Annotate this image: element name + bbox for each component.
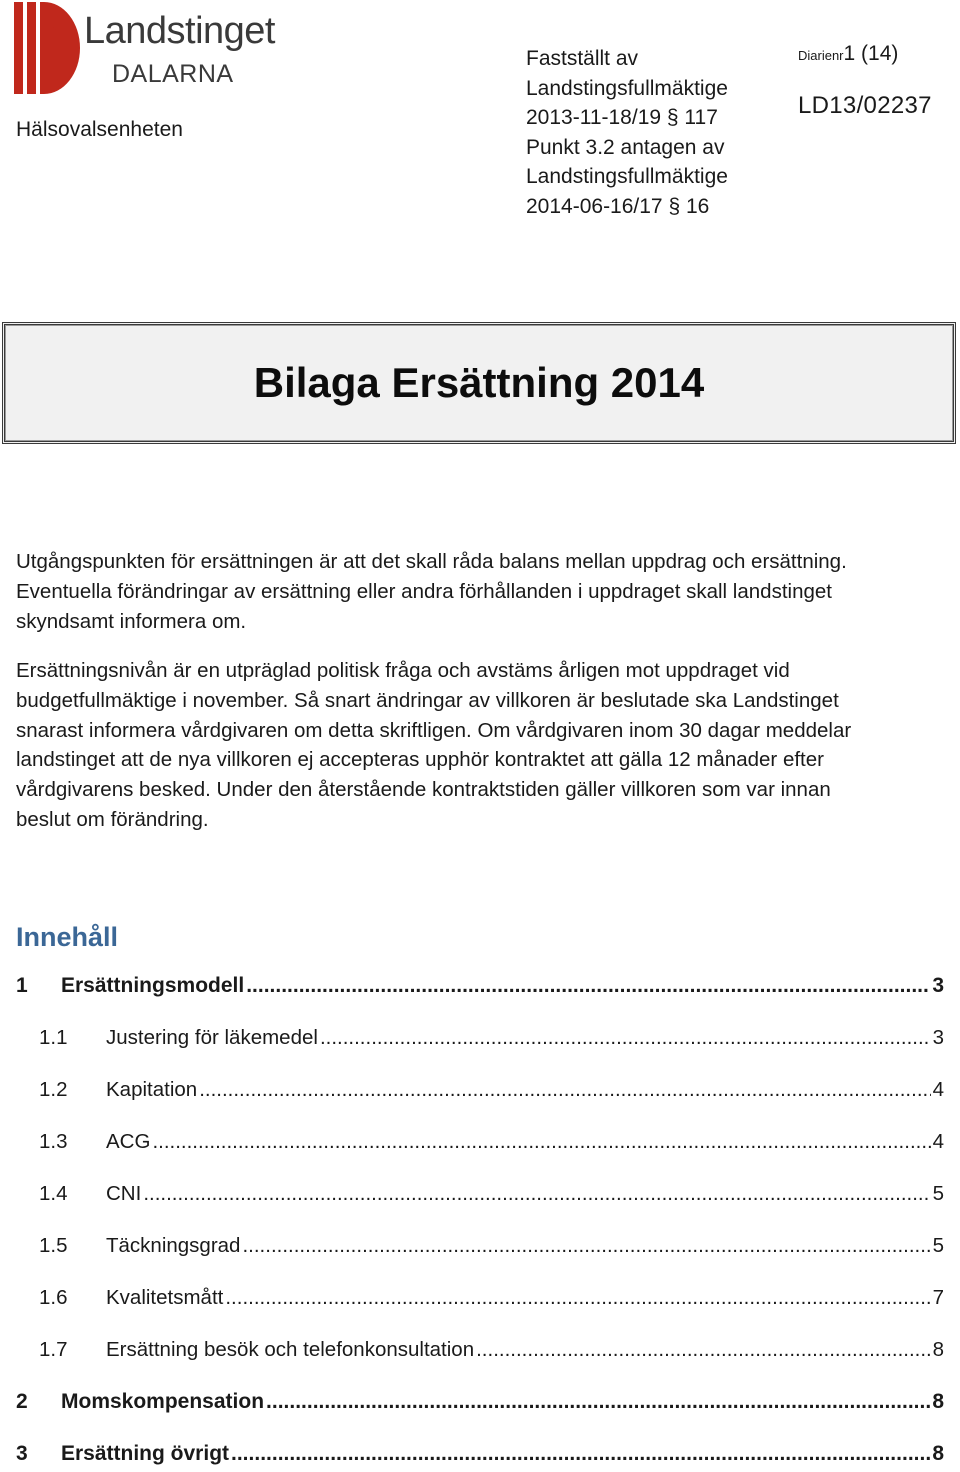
- approval-line: Landstingsfullmäktige: [526, 165, 728, 189]
- toc-number: 1.3: [39, 1130, 68, 1153]
- approval-line: Landstingsfullmäktige: [526, 76, 728, 100]
- toc-page: 8: [932, 1390, 944, 1413]
- toc-leader: [246, 974, 930, 998]
- toc-page: 3: [932, 1026, 944, 1049]
- toc-entry[interactable]: [16, 1390, 944, 1418]
- toc-number: 1.2: [39, 1078, 68, 1101]
- toc-page: 4: [932, 1078, 944, 1101]
- paragraph-1: [16, 547, 946, 636]
- toc-entry[interactable]: [16, 974, 944, 1002]
- logo-mark-icon: [14, 2, 80, 94]
- toc-label: Ersättning övrigt: [61, 1442, 230, 1465]
- toc-number: 1.4: [39, 1182, 68, 1205]
- toc-page: 5: [932, 1182, 944, 1205]
- toc-page: 8: [932, 1338, 944, 1361]
- toc-label: Ersättningsmodell: [61, 974, 245, 997]
- paragraph-line: Ersättningsnivån är en utpräglad politisk fråga och avstäms årligen mot uppdraget vid: [16, 659, 790, 682]
- paragraph-line: vårdgivarens besked. Under den återstående kontraktstiden gäller villkoren som var innan: [16, 778, 831, 802]
- toc-number: 1.5: [39, 1234, 68, 1257]
- toc-page: 8: [932, 1442, 944, 1465]
- toc-page: 3: [932, 974, 944, 997]
- paragraph-line: skyndsamt informera om.: [16, 609, 247, 633]
- paragraph-line: snarast informera vårdgivaren om detta skriftligen. Om vårdgivaren inom 30 dagar meddelar: [16, 718, 852, 742]
- toc-label: Kvalitetsmått: [106, 1286, 224, 1309]
- toc-leader: [143, 1182, 930, 1206]
- toc-entry[interactable]: [16, 1234, 944, 1262]
- toc-page: 5: [932, 1234, 944, 1257]
- approval-line: Fastställt av: [526, 47, 639, 70]
- page-number: 1 (14): [843, 42, 899, 65]
- paragraph-line: beslut om förändring.: [16, 807, 209, 831]
- toc-leader: [152, 1130, 930, 1154]
- toc-entry[interactable]: [16, 1026, 944, 1054]
- approval-line: 2014-06-16/17 § 16: [526, 194, 710, 218]
- logo-text-landstinget: Landstinget: [84, 10, 275, 52]
- toc-leader: [476, 1338, 930, 1362]
- toc-label: CNI: [106, 1182, 142, 1205]
- landstinget-dalarna-logo: [14, 2, 275, 94]
- paragraph-line: landstinget att de nya villkoren ej accepteras upphör kontraktet att gälla 12 månader efter: [16, 748, 824, 772]
- toc-number: 3: [16, 1442, 28, 1465]
- title-box: [2, 322, 956, 444]
- toc-entry[interactable]: [16, 1338, 944, 1366]
- unit-name: Hälsovalsenheten: [16, 118, 183, 141]
- toc-leader: [320, 1026, 931, 1050]
- toc-entry[interactable]: [16, 1078, 944, 1106]
- toc-heading: Innehåll: [16, 922, 119, 952]
- toc-leader: [231, 1442, 930, 1466]
- toc-leader: [266, 1390, 930, 1414]
- document-title: Bilaga Ersättning 2014: [253, 359, 705, 406]
- toc-number: 1.7: [39, 1338, 68, 1361]
- toc-number: 2: [16, 1390, 28, 1413]
- toc-number: 1.6: [39, 1286, 68, 1309]
- paragraph-line: budgetfullmäktige i november. Så snart ändringar av villkoren är beslutade ska Landstinget: [16, 688, 839, 712]
- toc-leader: [199, 1078, 930, 1102]
- logo-text-dalarna: DALARNA: [112, 60, 234, 88]
- paragraph-line: Utgångspunkten för ersättningen är att det skall råda balans mellan uppdrag och ersättning.: [16, 550, 847, 573]
- toc-leader: [225, 1286, 930, 1310]
- toc-label: Momskompensation: [61, 1390, 265, 1413]
- toc-label: Ersättning besök och telefonkonsultation: [106, 1338, 475, 1361]
- toc-page: 4: [932, 1130, 944, 1153]
- diarienr-label: Diarienr: [798, 48, 844, 63]
- approval-line: Punkt 3.2 antagen av: [526, 135, 725, 159]
- paragraph-2: [16, 656, 946, 835]
- approval-info: [526, 44, 766, 222]
- paragraph-line: Eventuella förändringar av ersättning eller andra förhållanden i uppdraget skall landstinget: [16, 579, 832, 603]
- toc-page: 7: [932, 1286, 944, 1309]
- toc-entry[interactable]: [16, 1286, 944, 1314]
- toc-leader: [242, 1234, 930, 1258]
- toc-number: 1: [16, 974, 28, 997]
- page-info: [798, 42, 898, 66]
- toc-number: 1.1: [39, 1026, 68, 1049]
- diarienr-value: LD13/02237: [798, 92, 932, 119]
- approval-line: 2013-11-18/19 § 117: [526, 106, 718, 130]
- toc-label: Kapitation: [106, 1078, 198, 1101]
- toc-label: Justering för läkemedel: [106, 1026, 318, 1049]
- toc-entry[interactable]: [16, 1182, 944, 1210]
- toc-entry[interactable]: [16, 1130, 944, 1158]
- toc-label: Täckningsgrad: [106, 1234, 241, 1257]
- toc-entry[interactable]: [16, 1442, 944, 1470]
- toc-label: ACG: [106, 1130, 151, 1153]
